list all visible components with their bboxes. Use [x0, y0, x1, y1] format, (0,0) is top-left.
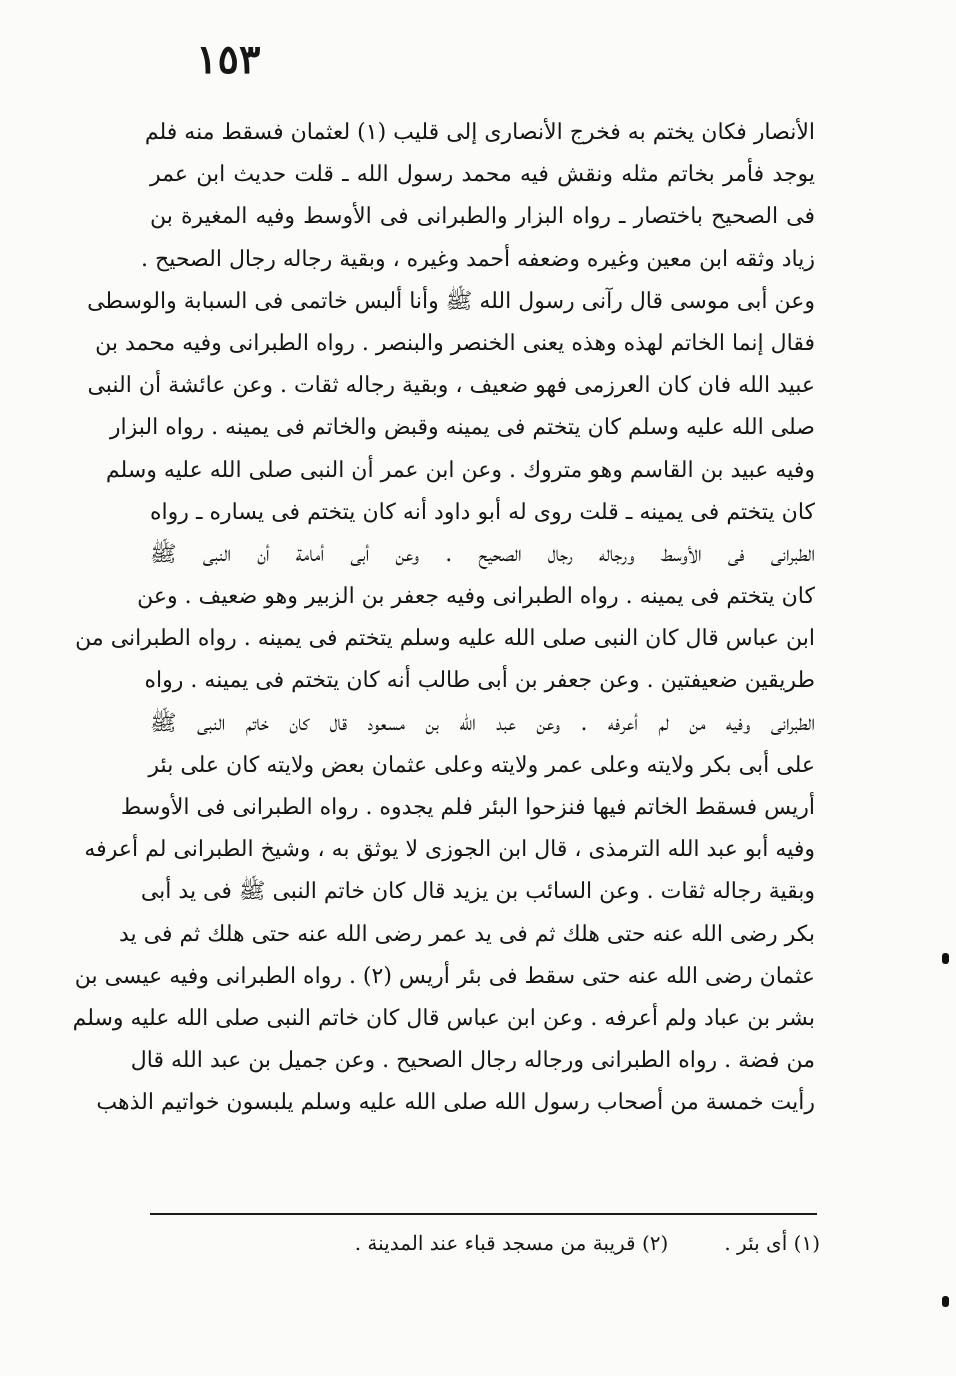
text-line: زياد وثقه ابن معين وغيره وضعفه أحمد وغيره ، وبقية رجاله رجال الصحيح . [141, 246, 815, 272]
page-edge-mark [942, 953, 949, 964]
text-line: عبيد الله فان كان العرزمى فهو ضعيف ، وبقية رجاله ثقات . وعن عائشة أن النبى [87, 373, 815, 399]
text-line: وعن أبى موسى قال رآنى رسول الله ﷺ وأنا ألبس خاتمى فى السبابة والوسطى [87, 288, 815, 314]
text-line: وفيه أبو عبد الله الترمذى ، قال ابن الجوزى لا يوثق به ، وشيخ الطبرانى لم أعرفه [84, 837, 815, 863]
text-line: الأنصار فكان يختم به فخرج الأنصارى إلى قليب (١) لعثمان فسقط منه فلم [144, 120, 815, 145]
text-line: عثمان رضى الله عنه حتى سقط فى بئر أريس (٢) . رواه الطبرانى وفيه عيسى بن [74, 963, 815, 989]
text-line: طريقين ضعيفتين . وعن جعفر بن أبى طالب أنه كان يتختم فى يمينه . رواه [144, 668, 815, 694]
text-line: فقال إنما الخاتم لهذه وهذه يعنى الخنصر والبنصر . رواه الطبرانى وفيه محمد بن [95, 330, 815, 356]
text-line: بشر بن عباد ولم أعرفه . وعن ابن عباس قال كان خاتم النبى صلى الله عليه وسلم [72, 1005, 815, 1031]
text-line: الطبرانى وفيه من لم أعرفه . وعن عبد الله بن مسعود قال كان خاتم النبى ﷺ [150, 710, 815, 736]
text-line: وبقية رجاله ثقات . وعن السائب بن يزيد قال كان خاتم النبى ﷺ فى يد أبى [140, 879, 815, 905]
text-line: بكر رضى الله عنه حتى هلك ثم فى يد عمر رضى الله عنه حتى هلك ثم فى يد [118, 921, 815, 947]
text-line: كان يتختم فى يمينه ـ قلت روى له أبو داود أنه كان يتختم فى يساره ـ رواه [150, 499, 815, 525]
page-number: ١٥٣ [196, 36, 261, 83]
text-line: الطبرانى فى الأوسط ورجاله رجال الصحيح . وعن أبى أمامة أن النبى ﷺ [150, 541, 815, 567]
text-line: فى الصحيح باختصار ـ رواه البزار والطبرانى فى الأوسط وفيه المغيرة بن [150, 204, 815, 230]
page-edge-mark [942, 1296, 949, 1307]
text-line: على أبى بكر ولايته وعلى عمر ولايته وعلى عثمان بعض ولايته كان على بئر [148, 752, 815, 778]
footnote-2: (٢) قريبة من مسجد قباء عند المدينة . [354, 1231, 669, 1255]
text-line: ابن عباس قال كان النبى صلى الله عليه وسلم يتختم فى يمينه . رواه الطبرانى من [75, 626, 815, 652]
footnotes [310, 1222, 820, 1264]
footnote-divider [150, 1213, 817, 1215]
text-line: صلى الله عليه وسلم كان يتختم فى يمينه وقبض والخاتم فى يمينه . رواه البزار [109, 415, 815, 441]
text-line: وفيه عبيد بن القاسم وهو متروك . وعن ابن عمر أن النبى صلى الله عليه وسلم [105, 457, 815, 483]
text-line: من فضة . رواه الطبرانى ورجاله رجال الصحيح . وعن جميل بن عبد الله قال [130, 1048, 815, 1074]
text-line: يوجد فأمر بخاتم مثله ونقش فيه محمد رسول الله ـ قلت حديث ابن عمر [150, 162, 815, 188]
text-line: أريس فسقط الخاتم فيها فنزحوا البئر فلم يجدوه . رواه الطبرانى فى الأوسط [120, 795, 815, 820]
body-text [72, 112, 815, 1125]
text-line: رأيت خمسة من أصحاب رسول الله صلى الله عليه وسلم يلبسون خواتيم الذهب [96, 1090, 815, 1116]
footnote-1: (١) أى بئر . [724, 1231, 820, 1255]
text-line: كان يتختم فى يمينه . رواه الطبرانى وفيه جعفر بن الزبير وهو ضعيف . وعن [137, 584, 815, 610]
